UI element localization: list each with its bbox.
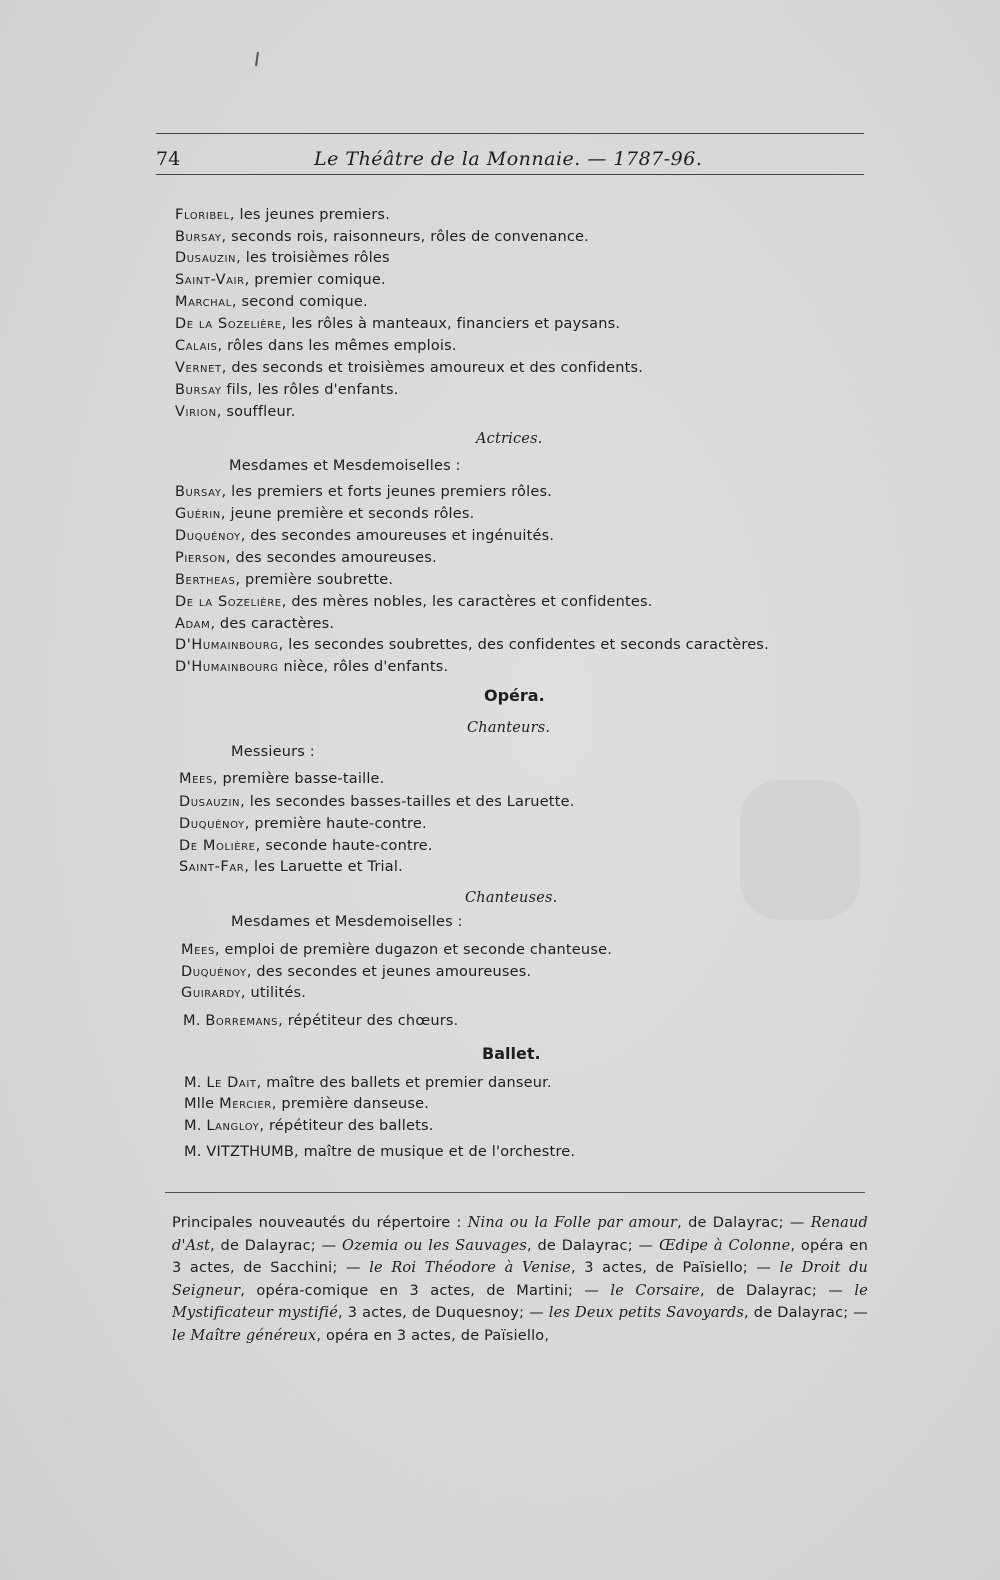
cast-line: Saint-Far, les Laruette et Trial. bbox=[179, 859, 403, 875]
cast-line: M. Borremans, répétiteur des chœurs. bbox=[183, 1013, 459, 1029]
cast-line: De la Sozelière, les rôles à manteaux, financiers et paysans. bbox=[175, 316, 621, 332]
ink-mark bbox=[255, 52, 259, 66]
page-number: 74 bbox=[156, 148, 181, 170]
cast-line: Dusauzin, les secondes basses-tailles et des Laruette. bbox=[179, 794, 575, 810]
cast-line: Duquénoy, des secondes amoureuses et ingénuités. bbox=[175, 528, 555, 544]
section-heading-ballet: Ballet. bbox=[482, 1044, 541, 1063]
cast-line: M. Langloy, répétiteur des ballets. bbox=[184, 1118, 434, 1134]
cast-line: De Molière, seconde haute-contre. bbox=[179, 838, 433, 854]
footnote: Principales nouveautés du répertoire : Nina ou la Folle par amour, de Dalayrac; — Renaud d'Ast, de Dalayrac; — Ozemia ou les Sauvages, de Dalayrac; — Œdipe à Colonne, opéra en 3 actes, de Sacchini; — le Roi Théodore à Venise, 3 actes, de Païsiello; — le Droit du Seigneur, opéra-comique en 3 actes, de Martini; — le Corsaire, de Dalayrac; — le Mystificateur mystifié, 3 actes, de Duquesnoy; — les Deux petits Savoyards, de Dalayrac; — le Maître généreux, opéra en 3 actes, de Païsiello, bbox=[172, 1215, 869, 1344]
cast-line: Marchal, second comique. bbox=[175, 294, 368, 310]
cast-line: M. VITZTHUMB, maître de musique et de l'orchestre. bbox=[184, 1144, 576, 1160]
cast-line: D'Humainbourg nièce, rôles d'enfants. bbox=[175, 659, 449, 675]
cast-line: Saint-Vair, premier comique. bbox=[175, 272, 386, 288]
cast-line: Mees, emploi de première dugazon et seconde chanteuse. bbox=[181, 942, 613, 958]
cast-line: Bertheas, première soubrette. bbox=[175, 572, 394, 588]
cast-line: Bursay, seconds rois, raisonneurs, rôles de convenance. bbox=[175, 229, 589, 245]
section-subheading: Chanteuses. bbox=[465, 890, 558, 906]
cast-line: Pierson, des secondes amoureuses. bbox=[175, 550, 437, 566]
cast-line: Floribel, les jeunes premiers. bbox=[175, 207, 390, 223]
cast-line: Duquénoy, première haute-contre. bbox=[179, 816, 427, 832]
footnote-rule bbox=[165, 1192, 865, 1193]
cast-line: Bursay, les premiers et forts jeunes premiers rôles. bbox=[175, 484, 553, 500]
bleed-through-ornament bbox=[740, 780, 860, 920]
cast-line: Bursay fils, les rôles d'enfants. bbox=[175, 382, 399, 398]
section-subheading: Actrices. bbox=[476, 431, 543, 447]
cast-line: Duquénoy, des secondes et jeunes amoureuses. bbox=[181, 964, 532, 980]
running-title: Le Théâtre de la Monnaie. — 1787-96. bbox=[314, 148, 703, 170]
section-intro: Mesdames et Mesdemoiselles : bbox=[231, 914, 463, 930]
cast-line: Adam, des caractères. bbox=[175, 616, 335, 632]
cast-line: Dusauzin, les troisièmes rôles bbox=[175, 250, 390, 266]
cast-line: Mees, première basse-taille. bbox=[179, 771, 385, 787]
header-rule-bottom bbox=[156, 174, 864, 175]
cast-line: Mlle Mercier, première danseuse. bbox=[184, 1096, 430, 1112]
cast-line: Guirardy, utilités. bbox=[181, 985, 307, 1001]
running-header bbox=[156, 144, 864, 174]
cast-line: Virion, souffleur. bbox=[175, 404, 296, 420]
section-intro: Messieurs : bbox=[231, 744, 315, 760]
cast-line: De la Sozelière, des mères nobles, les caractères et confidentes. bbox=[175, 594, 653, 610]
section-subheading: Chanteurs. bbox=[467, 720, 551, 736]
section-intro: Mesdames et Mesdemoiselles : bbox=[229, 458, 461, 474]
header-rule-top bbox=[156, 133, 864, 134]
cast-line: M. Le Dait, maître des ballets et premier danseur. bbox=[184, 1075, 552, 1091]
cast-line: Guérin, jeune première et seconds rôles. bbox=[175, 506, 475, 522]
cast-line: Vernet, des seconds et troisièmes amoureux et des confidents. bbox=[175, 360, 644, 376]
section-heading-opera: Opéra. bbox=[484, 686, 545, 705]
cast-line: Calais, rôles dans les mêmes emplois. bbox=[175, 338, 457, 354]
cast-line: D'Humainbourg, les secondes soubrettes, des confidentes et seconds caractères. bbox=[175, 637, 769, 653]
